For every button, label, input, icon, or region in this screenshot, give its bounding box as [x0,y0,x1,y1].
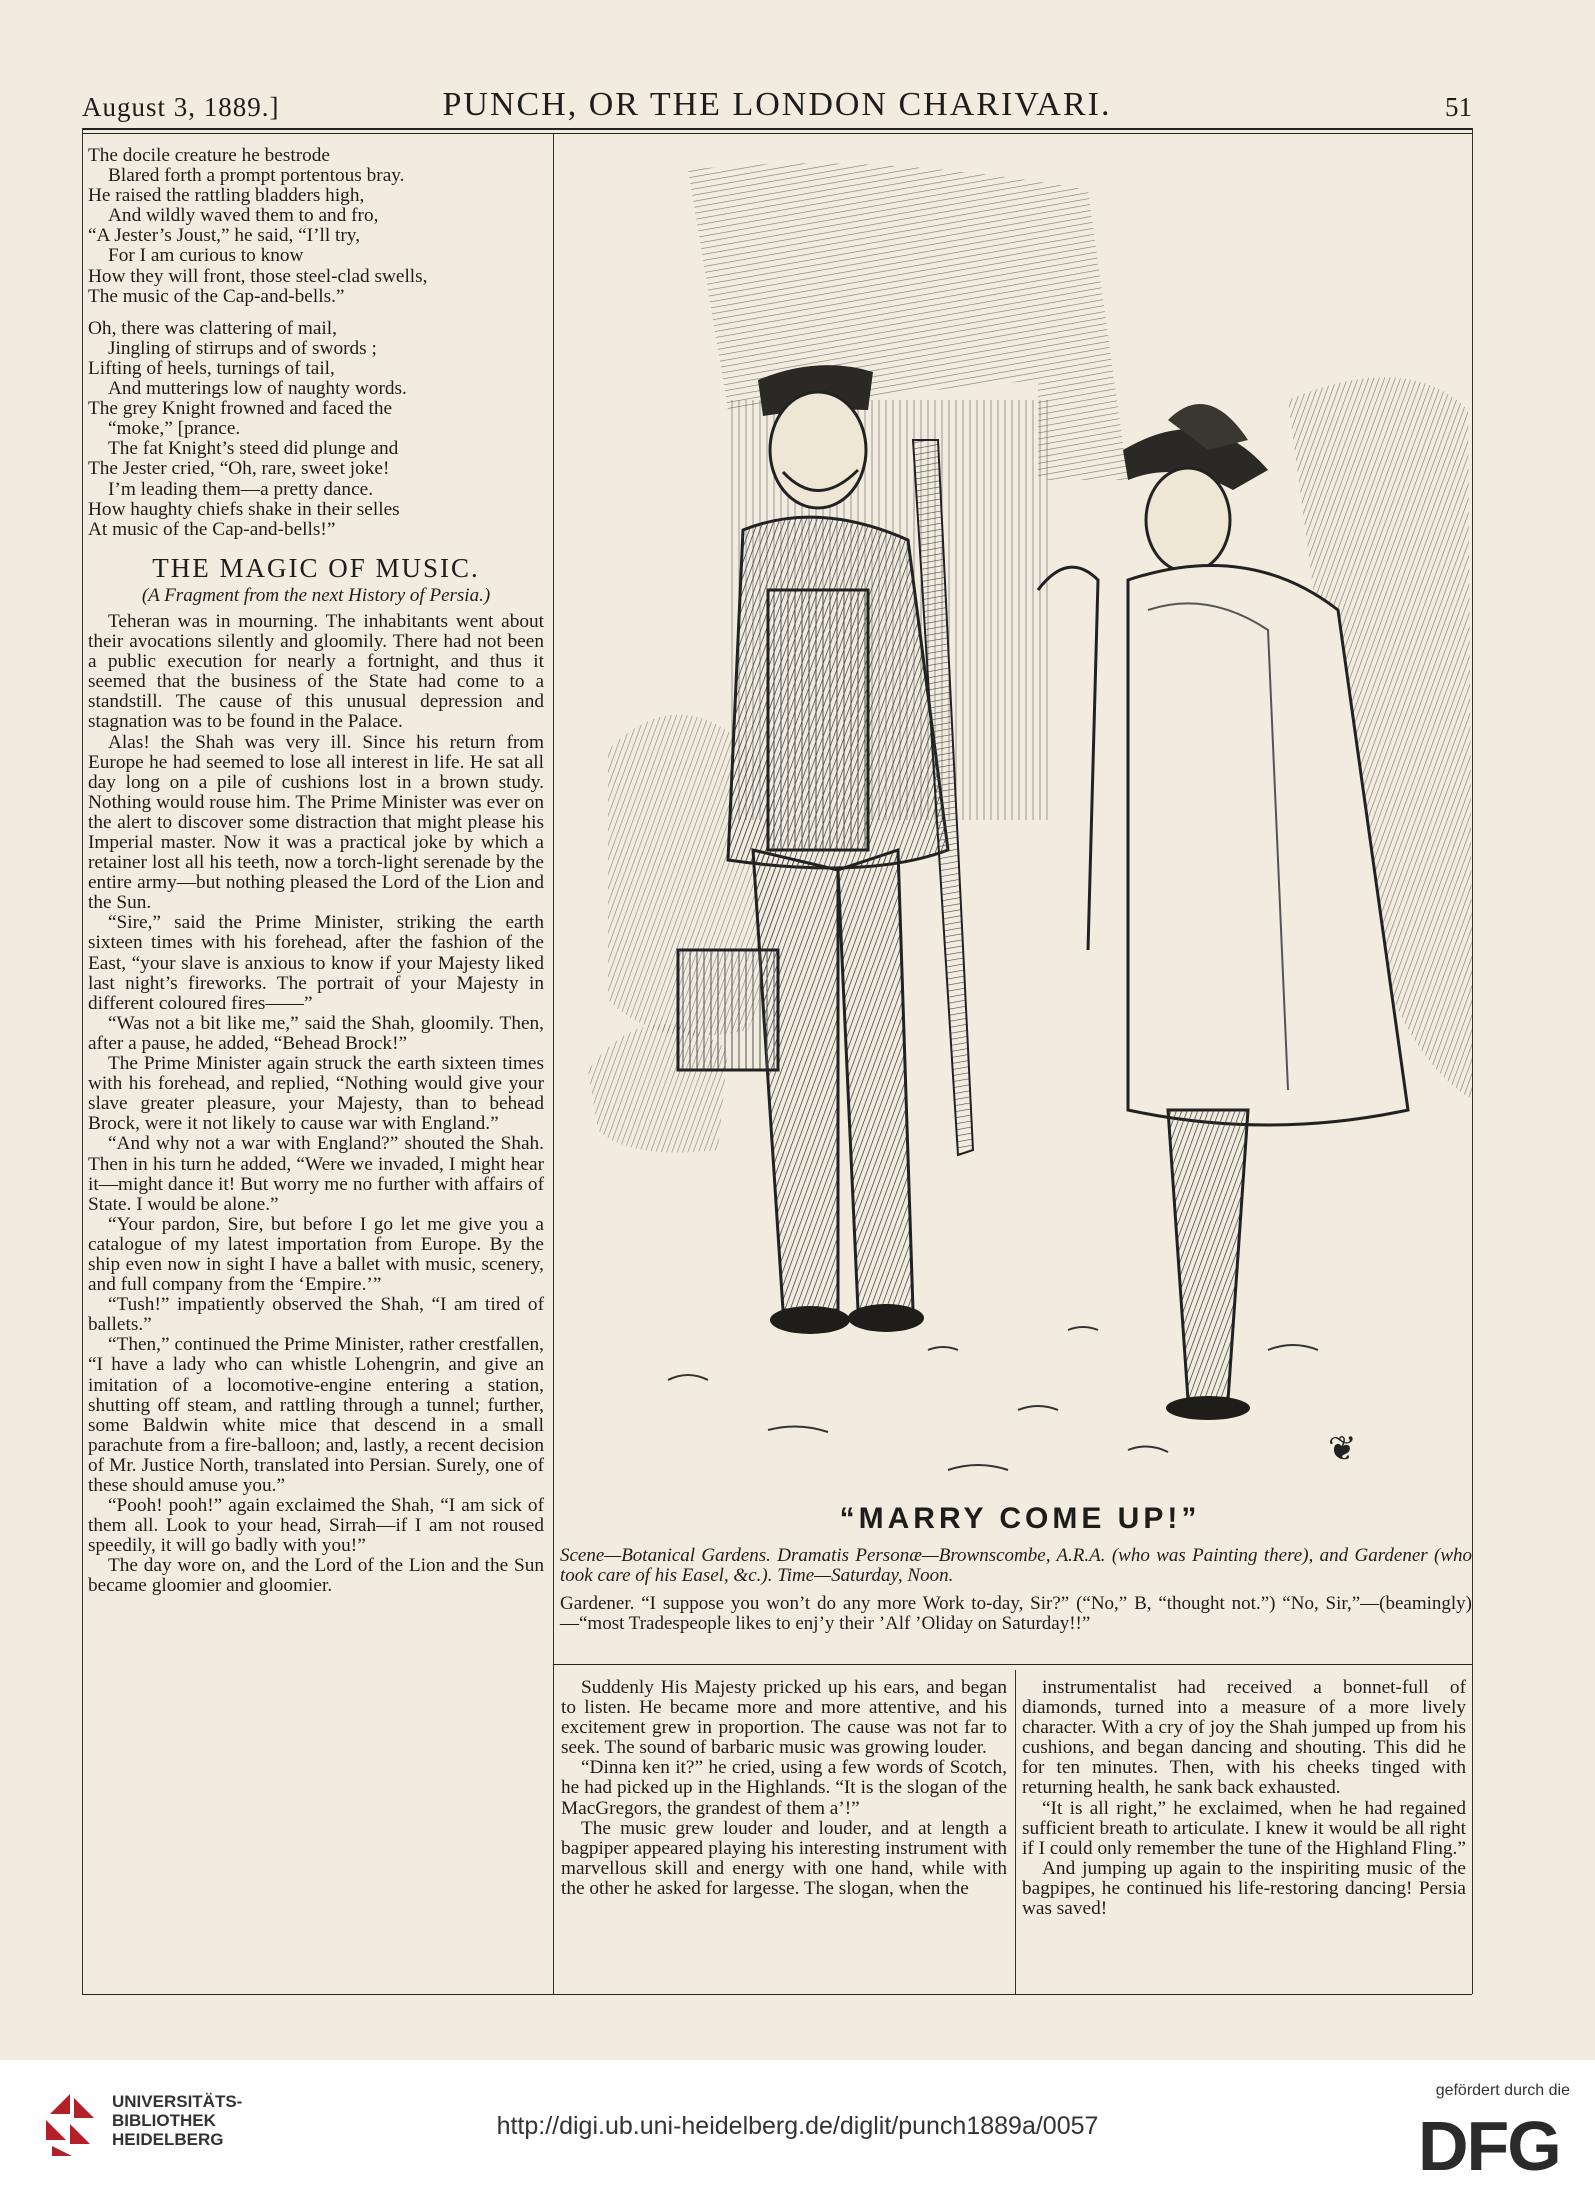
header-rule [82,128,1472,130]
funding-label: gefördert durch die [1435,2082,1570,2099]
caption-rule [553,1664,1472,1665]
article-paragraph: “Sire,” said the Prime Minister, striking the earth sixteen times with his forehead, after the fashion of the East, “your slave is anxious to know if your Majesty liked last night’s fireworks. The portrait of your Majesty in different coloured fires——” [88,912,544,1014]
article-paragraph: “Was not a bit like me,” said the Shah, gloomily. Then, after a pause, he added, “Behead Brock!” [88,1012,544,1054]
article-title: THE MAGIC OF MUSIC. [152,552,480,583]
cartoon-dialogue: Gardener. “I suppose you won’t do any more Work to-day, Sir?” (“No,” B, “thought not.”) “No, Sir,”—(beamingly)—“most Tradespeople likes to enj’y their ’Alf ’Oliday on Saturday!!” [560,1593,1472,1634]
left-column [88,146,544,1597]
article-paragraph: “Pooh! pooh!” again exclaimed the Shah, “I am sick of them all. Look to your head, Sirrah—if I am not roused speedily, it will go badly with you!” [88,1495,544,1557]
cartoon-title: “MARRY COME UP!” [839,1502,1201,1535]
column-rule [553,134,554,1994]
article-body-middle [561,1678,1007,1899]
column-rule-bottom [1015,1670,1016,1994]
article-paragraph: The music grew louder and louder, and at length a bagpiper appeared playing his interesting instrument with marvellous skill and energy with one hand, while with the other he asked for largesse. The slogan, when the [561,1817,1007,1899]
verse-line: At music of the Cap-and-bells!” [88,518,336,540]
article-paragraph: “Tush!” impatiently observed the Shah, “I am tired of ballets.” [88,1294,544,1336]
cartoon-caption [560,1546,1472,1642]
artist-signature: ❦ [1328,1429,1357,1469]
article-paragraph: Teheran was in mourning. The inhabitants went about their avocations silently and gloomily. There had not been a public execution for nearly a fortnight, and thus it seemed that the business of the State had come to a standstill. The cause of this unusual depression and stagnation was to be found in the Palace. [88,610,544,733]
verse-line: “A Jester’s Joust,” he said, “I’ll try, [88,225,361,247]
verse-line: The fat Knight’s steed did plunge and [108,438,399,460]
verse-stanza-2 [88,319,544,540]
article-paragraph: And jumping up again to the inspiriting music of the bagpipes, he continued his life-restoring dancing! Persia was saved! [1022,1857,1466,1920]
article-body-left [88,612,544,1597]
verse-line: Lifting of heels, turnings of tail, [88,357,335,379]
article-subtitle: (A Fragment from the next History of Persia.) [141,584,491,606]
cartoon-scene: Scene—Botanical Gardens. Dramatis Personæ—Brownscombe, A.R.A. (who was Painting there), and Gardener (who took care of his Easel, &c.). Time—Saturday, Noon. [560,1545,1472,1586]
verse-line: He raised the rattling bladders high, [88,185,365,207]
verse-line: Blared forth a prompt portentous bray. [108,165,405,187]
cartoon-illustration [568,150,1476,1490]
article-paragraph: “Then,” continued the Prime Minister, rather crestfallen, “I have a lady who can whistle Lohengrin, and give an imitation of a locomotive-engine entering a station, shutting off steam, and rattling through a tunnel; further, some Baldwin white mice that descend in a small parachute from a fire-balloon; and, lastly, a recent decision of Mr. Justice North, translated into Persian. Surely, one of these should amuse you.” [88,1334,544,1496]
verse-line: And wildly waved them to and fro, [108,205,379,227]
verse-line: Oh, there was clattering of mail, [88,317,337,339]
library-line-3: HEIDELBERG [112,2130,224,2149]
masthead-title: PUNCH, OR THE LONDON CHARIVARI. [442,86,1112,123]
verse-line: The music of the Cap-and-bells.” [88,285,345,307]
verse-line: The Jester cried, “Oh, rare, sweet joke! [88,458,390,480]
verse-line: Jingling of stirrups and of swords ; [108,337,377,359]
article-paragraph: Suddenly His Majesty pricked up his ears, and began to listen. He became more and more attentive, and his excitement grew in proportion. The cause was not far to seek. The sound of barbaric music was growing louder. [561,1677,1007,1759]
verse-line: The grey Knight frowned and faced the [88,398,393,420]
verse-line: How haughty chiefs shake in their selles [88,498,400,520]
article-paragraph: “Your pardon, Sire, but before I go let me give you a catalogue of my latest importation from Europe. By the ship even now in sight I have a ballet with music, scenery, and full company from the ‘Empire.’” [88,1213,544,1296]
library-line-2: BIBLIOTHEK [112,2111,216,2130]
verse-line: And mutterings low of naughty words. [108,378,407,400]
verse-line: The docile creature he bestrode [88,145,330,166]
verse-stanza-1 [88,146,544,307]
article-paragraph: “It is all right,” he exclaimed, when he had regained sufficient breath to articulate. I knew it would be all right if I could only remember the tune of the Highland Fling.” [1022,1797,1466,1859]
source-url-link[interactable]: http://digi.ub.uni-heidelberg.de/diglit/punch1889a/0057 [496,2112,1099,2140]
article-paragraph: The day wore on, and the Lord of the Lion and the Sun became gloomier and gloomier. [88,1555,544,1597]
article-paragraph: “And why not a war with England?” shouted the Shah. Then in his turn he added, “Were we invaded, I might hear it—might dance it! But worry me no further with affairs of State. I would be alone.” [88,1133,544,1215]
verse-line: How they will front, those steel-clad swells, [88,265,428,287]
page-number: 51 [1445,92,1472,122]
article-paragraph: Alas! the Shah was very ill. Since his return from Europe he had seemed to lose all interest in life. He sat all day long on a pile of cushions lost in a brown study. Nothing would rouse him. The Prime Minister was ever on the alert to discover some distraction that might please his Imperial master. Now it was a practical joke by which a retainer lost all his teeth, now a torch-light serenade by the entire army—but nothing pleased the Lord of the Lion and the Sun. [88,731,544,914]
article-body-right [1022,1678,1466,1919]
article-paragraph: instrumentalist had received a bonnet-full of diamonds, turned into a measure of a more lively character. With a cry of joy the Shah jumped up from his cushions, and began dancing and shouting. This did he for ten minutes. Then, with his cheeks tinged with returning health, he sank back exhausted. [1022,1677,1466,1799]
article-paragraph: “Dinna ken it?” he cried, using a few words of Scotch, he had picked up in the Highlands. “It is the slogan of the MacGregors, the grandest of them a’!” [561,1757,1007,1819]
verse-line: “moke,” [prance. [108,418,241,440]
verse-line: I’m leading them—a pretty dance. [108,478,374,500]
issue-date: August 3, 1889.] [82,92,280,122]
article-paragraph: The Prime Minister again struck the earth sixteen times with his forehead, and replied, “Nothing would give your slave greater pleasure, your Majesty, than to behead Brock, were it not likely to cause war with England.” [88,1053,544,1135]
dfg-logo: DFG [1418,2107,1560,2185]
bottom-rule [82,1994,1472,1995]
page-header [82,86,1472,126]
verse-line: For I am curious to know [108,245,304,267]
header-rule-thin [82,133,1472,134]
library-line-1: UNIVERSITÄTS- [112,2092,243,2111]
left-border [82,128,83,1994]
